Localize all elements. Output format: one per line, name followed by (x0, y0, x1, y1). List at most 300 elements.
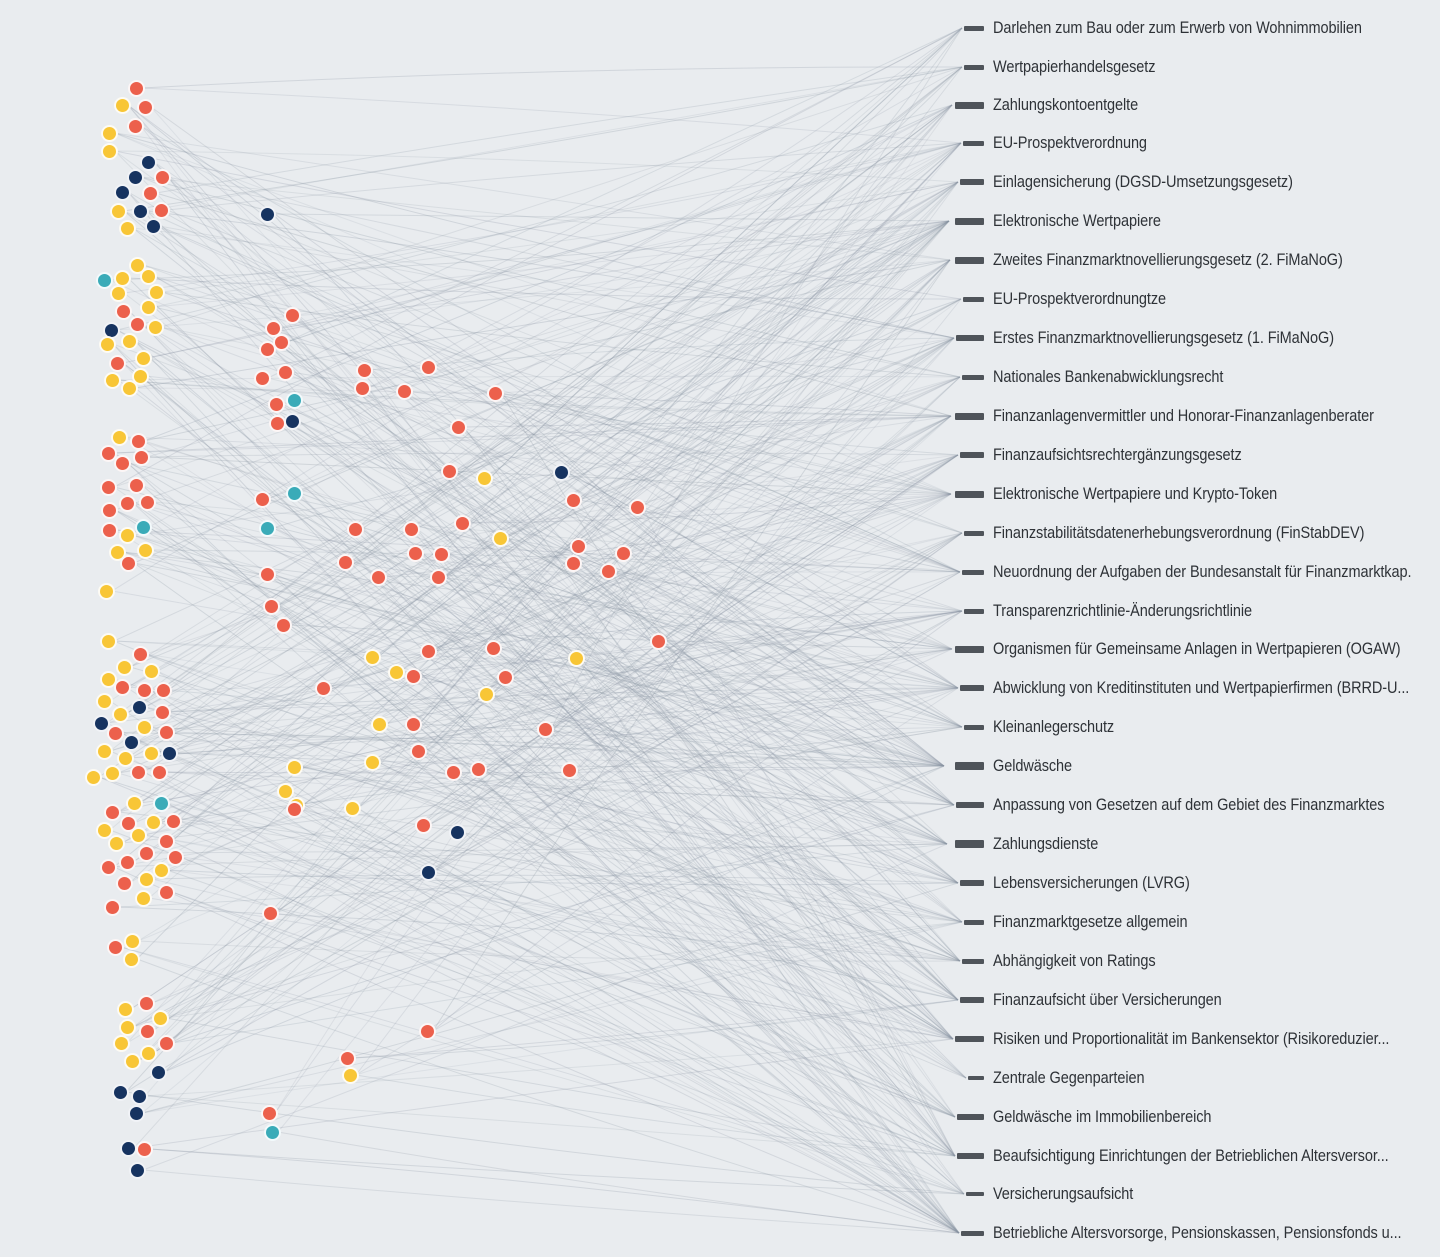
topic-label[interactable]: Beaufsichtigung Einrichtungen der Betrieblichen Altersversor... (993, 1146, 1389, 1165)
entity-dot[interactable] (121, 333, 138, 350)
topic-tick-bar (955, 762, 984, 770)
entity-dot[interactable] (112, 1084, 129, 1101)
entity-dot[interactable] (629, 499, 646, 516)
entity-dot[interactable] (158, 724, 175, 741)
connection-line (146, 67, 962, 211)
topic-tick-wrap (955, 1076, 984, 1080)
entity-dot[interactable] (143, 663, 160, 680)
entity-dot[interactable] (407, 545, 424, 562)
topic-label[interactable]: Abhängigkeit von Ratings (993, 951, 1156, 970)
entity-dot[interactable] (114, 184, 131, 201)
topic-tick-wrap (955, 491, 984, 498)
topic-row-17 (955, 677, 1440, 699)
topic-row-26 (955, 1028, 1440, 1050)
topic-label[interactable]: Geldwäsche (993, 756, 1073, 775)
topic-label[interactable]: Elektronische Wertpapiere und Krypto-Token (993, 484, 1278, 503)
entity-dot[interactable] (101, 125, 118, 142)
entity-dot[interactable] (158, 1035, 175, 1052)
entity-dot[interactable] (405, 668, 422, 685)
topic-label[interactable]: Zahlungsdienste (993, 834, 1099, 853)
topic-tick-wrap (955, 1153, 984, 1159)
entity-dot[interactable] (119, 495, 136, 512)
topic-label[interactable]: Anpassung von Gesetzen auf dem Gebiet des Finanzmarktes (993, 795, 1385, 814)
topic-tick-bar (963, 297, 984, 302)
entity-dot[interactable] (254, 370, 271, 387)
entity-dot[interactable] (104, 804, 121, 821)
entity-dot[interactable] (120, 1140, 137, 1157)
entity-dot[interactable] (100, 633, 117, 650)
entity-dot[interactable] (277, 783, 294, 800)
topic-tick-bar (968, 1076, 984, 1080)
entity-dot[interactable] (650, 633, 667, 650)
entity-dot[interactable] (140, 299, 157, 316)
entity-dot[interactable] (117, 750, 134, 767)
topic-label[interactable]: Neuordnung der Aufgaben der Bundesanstalt für Finanzmarktkap. (993, 562, 1412, 581)
entity-dot[interactable] (119, 527, 136, 544)
topic-tick-wrap (955, 646, 984, 653)
entity-dot[interactable] (128, 1105, 145, 1122)
connection-line (353, 1000, 958, 1058)
topic-row-8 (955, 327, 1380, 349)
topic-row-0 (955, 17, 1412, 39)
entity-dot[interactable] (445, 764, 462, 781)
entity-dot[interactable] (259, 566, 276, 583)
topic-label[interactable]: Betriebliche Altersvorsorge, Pensionskassen, Pensionsfonds u... (993, 1223, 1402, 1242)
entity-dot[interactable] (137, 542, 154, 559)
entity-dot[interactable] (420, 864, 437, 881)
entity-dot[interactable] (143, 745, 160, 762)
entity-dot[interactable] (420, 359, 437, 376)
topic-label[interactable]: Finanzstabilitätsdatenerhebungsverordnung (FinStabDEV) (993, 523, 1365, 542)
entity-dot[interactable] (104, 372, 121, 389)
entity-dot[interactable] (121, 380, 138, 397)
topic-tick-wrap (955, 570, 984, 575)
topic-label[interactable]: Darlehen zum Bau oder zum Erwerb von Wohnimmobilien (993, 18, 1362, 37)
entity-dot[interactable] (123, 734, 140, 751)
entity-dot[interactable] (107, 939, 124, 956)
entity-dot[interactable] (263, 598, 280, 615)
entity-dot[interactable] (127, 169, 144, 186)
topic-row-29 (955, 1145, 1440, 1167)
entity-dot[interactable] (136, 719, 153, 736)
entity-dot[interactable] (615, 545, 632, 562)
connection-line (300, 767, 958, 883)
topic-tick-bar (957, 1114, 984, 1120)
topic-tick-wrap (955, 725, 984, 730)
topic-tick-bar (964, 725, 984, 730)
entity-dot[interactable] (135, 890, 152, 907)
entity-dot[interactable] (128, 477, 145, 494)
entity-dot[interactable] (371, 716, 388, 733)
entity-dot[interactable] (140, 154, 157, 171)
entity-dot[interactable] (165, 813, 182, 830)
entity-dot[interactable] (388, 664, 405, 681)
topic-tick-bar (960, 452, 984, 458)
entity-dot[interactable] (259, 341, 276, 358)
topic-label[interactable]: Finanzaufsichtsrechtergänzungsgesetz (993, 445, 1242, 464)
entity-dot[interactable] (148, 284, 165, 301)
topic-tick-bar (964, 920, 984, 925)
topic-label[interactable]: Elektronische Wertpapiere (993, 211, 1161, 230)
entity-dot[interactable] (114, 270, 131, 287)
entity-dot[interactable] (140, 1045, 157, 1062)
topic-row-2 (955, 94, 1158, 116)
topic-label[interactable]: Transparenzrichtlinie-Änderungsrichtlinie (993, 601, 1252, 620)
topic-label[interactable]: Finanzaufsicht über Versicherungen (993, 990, 1222, 1009)
entity-dot[interactable] (286, 392, 303, 409)
topic-tick-wrap (955, 297, 984, 302)
connection-line (114, 867, 959, 1233)
topic-label[interactable]: Finanzmarktgesetze allgemein (993, 912, 1188, 931)
topic-tick-wrap (955, 452, 984, 458)
entity-dot[interactable] (441, 463, 458, 480)
topic-row-30 (955, 1183, 1152, 1205)
connection-line (273, 214, 958, 1000)
topic-tick-wrap (955, 840, 984, 848)
entity-dot[interactable] (139, 494, 156, 511)
entity-dot[interactable] (101, 522, 118, 539)
entity-dot[interactable] (286, 485, 303, 502)
entity-dot[interactable] (405, 716, 422, 733)
entity-dot[interactable] (315, 680, 332, 697)
connection-line (278, 1132, 959, 1233)
entity-dot[interactable] (111, 429, 128, 446)
topic-label[interactable]: Zentrale Gegenparteien (993, 1068, 1145, 1087)
entity-dot[interactable] (96, 743, 113, 760)
entity-dot[interactable] (364, 754, 381, 771)
topic-tick-wrap (955, 1114, 984, 1120)
connection-line (143, 1170, 959, 1233)
entity-dot[interactable] (135, 519, 152, 536)
topic-tick-bar (955, 1036, 984, 1042)
entity-dot[interactable] (133, 449, 150, 466)
topic-label[interactable]: Finanzanlagenvermittler und Honorar-Finanzanlagenberater (993, 406, 1374, 425)
topic-row-11 (955, 444, 1276, 466)
topic-tick-bar (955, 413, 984, 420)
entity-dot[interactable] (449, 824, 466, 841)
topic-label[interactable]: Kleinanlegerschutz (993, 717, 1115, 736)
entity-dot[interactable] (154, 704, 171, 721)
entity-dot[interactable] (100, 479, 117, 496)
topic-tick-bar (960, 685, 984, 691)
topic-row-31 (955, 1222, 1440, 1244)
topic-label[interactable]: Nationales Bankenabwicklungsrecht (993, 367, 1224, 386)
topic-row-1 (955, 56, 1178, 78)
entity-dot[interactable] (430, 569, 447, 586)
topic-tick-bar (964, 26, 984, 31)
topic-row-21 (955, 833, 1113, 855)
entity-dot[interactable] (126, 795, 143, 812)
entity-dot[interactable] (107, 725, 124, 742)
topic-row-4 (955, 171, 1334, 193)
entity-dot[interactable] (131, 699, 148, 716)
entity-dot[interactable] (485, 640, 502, 657)
entity-dot[interactable] (96, 272, 113, 289)
entity-dot[interactable] (433, 546, 450, 563)
entity-dot[interactable] (154, 169, 171, 186)
entity-dot[interactable] (275, 617, 292, 634)
topic-tick-wrap (955, 802, 984, 808)
entity-dot[interactable] (254, 491, 271, 508)
entity-dot[interactable] (130, 433, 147, 450)
topic-row-27 (955, 1067, 1165, 1089)
topic-row-6 (955, 249, 1390, 271)
entity-dot[interactable] (138, 871, 155, 888)
topic-label[interactable]: EU-Prospektverordnungtze (993, 289, 1167, 308)
topic-tick-wrap (955, 65, 984, 70)
entity-dot[interactable] (153, 202, 170, 219)
entity-dot[interactable] (269, 415, 286, 432)
entity-dot[interactable] (497, 669, 514, 686)
topic-tick-bar (961, 1231, 984, 1236)
entity-dot[interactable] (120, 555, 137, 572)
entity-dot[interactable] (127, 118, 144, 135)
entity-dot[interactable] (145, 814, 162, 831)
topic-row-18 (955, 716, 1131, 738)
entity-dot[interactable] (420, 643, 437, 660)
topic-tick-wrap (955, 1231, 984, 1236)
entity-dot[interactable] (342, 1067, 359, 1084)
entity-dot[interactable] (114, 679, 131, 696)
entity-dot[interactable] (565, 555, 582, 572)
entity-dot[interactable] (130, 764, 147, 781)
topic-tick-wrap (955, 531, 984, 536)
entity-dot[interactable] (537, 721, 554, 738)
entity-dot[interactable] (284, 307, 301, 324)
entity-dot[interactable] (128, 80, 145, 97)
topic-tick-bar (963, 141, 984, 146)
topic-tick-wrap (955, 880, 984, 886)
entity-dot[interactable] (600, 563, 617, 580)
entity-dot[interactable] (123, 951, 140, 968)
entity-dot[interactable] (344, 800, 361, 817)
entity-dot[interactable] (268, 396, 285, 413)
entity-dot[interactable] (153, 795, 170, 812)
topic-tick-bar (955, 840, 984, 848)
topic-label[interactable]: Abwicklung von Kreditinstituten und Wertpapierfirmen (BRRD-U... (993, 678, 1410, 697)
entity-dot[interactable] (131, 1088, 148, 1105)
entity-dot[interactable] (114, 97, 131, 114)
entity-dot[interactable] (167, 849, 184, 866)
entity-dot[interactable] (284, 413, 301, 430)
entity-dot[interactable] (259, 520, 276, 537)
entity-dot[interactable] (152, 1010, 169, 1027)
entity-dot[interactable] (129, 1162, 146, 1179)
entity-dot[interactable] (561, 762, 578, 779)
entity-dot[interactable] (347, 521, 364, 538)
entity-dot[interactable] (132, 203, 149, 220)
entity-dot[interactable] (137, 99, 154, 116)
entity-dot[interactable] (161, 745, 178, 762)
entity-dot[interactable] (104, 899, 121, 916)
entity-dot[interactable] (356, 362, 373, 379)
topic-label[interactable]: EU-Prospektverordnung (993, 133, 1147, 152)
topic-row-20 (955, 794, 1438, 816)
connection-line (614, 571, 958, 688)
entity-dot[interactable] (136, 1141, 153, 1158)
topic-row-25 (955, 989, 1253, 1011)
topic-tick-wrap (955, 257, 984, 264)
entity-dot[interactable] (403, 521, 420, 538)
entity-dot[interactable] (261, 1105, 278, 1122)
entity-dot[interactable] (116, 875, 133, 892)
topic-tick-bar (956, 335, 984, 341)
entity-dot[interactable] (110, 285, 127, 302)
topic-tick-wrap (955, 179, 984, 185)
connection-line (353, 1000, 958, 1058)
topic-row-15 (955, 600, 1287, 622)
topic-row-23 (955, 911, 1214, 933)
topic-row-7 (955, 288, 1190, 310)
topic-tick-wrap (955, 762, 984, 770)
topic-row-16 (955, 638, 1440, 660)
entity-dot[interactable] (158, 833, 175, 850)
entity-dot[interactable] (339, 1050, 356, 1067)
topic-tick-bar (957, 1153, 984, 1159)
topic-label[interactable]: Lebensversicherungen (LVRG) (993, 873, 1190, 892)
entity-dot[interactable] (153, 862, 170, 879)
entity-dot[interactable] (132, 646, 149, 663)
entity-dot[interactable] (396, 383, 413, 400)
entity-dot[interactable] (277, 364, 294, 381)
topic-tick-wrap (955, 1192, 984, 1196)
topic-row-10 (955, 405, 1426, 427)
topic-tick-wrap (955, 26, 984, 31)
entity-dot[interactable] (85, 769, 102, 786)
topic-tick-wrap (955, 920, 984, 925)
topic-tick-wrap (955, 997, 984, 1003)
entity-dot[interactable] (553, 464, 570, 481)
entity-dot[interactable] (112, 706, 129, 723)
entity-dot[interactable] (101, 143, 118, 160)
entity-dot[interactable] (140, 268, 157, 285)
entity-dot[interactable] (116, 659, 133, 676)
topic-label[interactable]: Risiken und Proportionalität im Bankensektor (Risikoreduzier... (993, 1029, 1390, 1048)
entity-dot[interactable] (264, 1124, 281, 1141)
entity-dot[interactable] (450, 419, 467, 436)
entity-dot[interactable] (129, 316, 146, 333)
entity-dot[interactable] (138, 995, 155, 1012)
entity-dot[interactable] (337, 554, 354, 571)
entity-dot[interactable] (100, 859, 117, 876)
topic-tick-bar (964, 65, 984, 70)
entity-dot[interactable] (117, 1001, 134, 1018)
topic-tick-bar (955, 491, 984, 498)
topic-label[interactable]: Geldwäsche im Immobilienbereich (993, 1107, 1212, 1126)
entity-dot[interactable] (354, 380, 371, 397)
entity-dot[interactable] (151, 764, 168, 781)
entity-dot[interactable] (96, 693, 113, 710)
entity-dot[interactable] (99, 336, 116, 353)
entity-dot[interactable] (142, 185, 159, 202)
entity-dot[interactable] (96, 822, 113, 839)
topic-tick-wrap (955, 335, 984, 341)
topic-label[interactable]: Versicherungsaufsicht (993, 1184, 1134, 1203)
topic-row-9 (955, 366, 1255, 388)
entity-dot[interactable] (124, 1053, 141, 1070)
entity-dot[interactable] (487, 385, 504, 402)
topic-tick-bar (962, 570, 984, 575)
entity-dot[interactable] (454, 515, 471, 532)
entity-dot[interactable] (147, 319, 164, 336)
entity-dot[interactable] (415, 817, 432, 834)
entity-dot[interactable] (130, 827, 147, 844)
entity-dot[interactable] (124, 933, 141, 950)
topic-tick-bar (956, 802, 984, 808)
entity-dot[interactable] (492, 530, 509, 547)
entity-dot[interactable] (476, 470, 493, 487)
entity-dot[interactable] (155, 682, 172, 699)
entity-dot[interactable] (565, 492, 582, 509)
topic-row-12 (955, 483, 1316, 505)
entity-dot[interactable] (136, 682, 153, 699)
entity-dot[interactable] (119, 854, 136, 871)
entity-dot[interactable] (109, 355, 126, 372)
entity-dot[interactable] (570, 538, 587, 555)
topic-tick-wrap (955, 959, 984, 964)
topic-row-22 (955, 872, 1217, 894)
entity-dot[interactable] (98, 583, 115, 600)
entity-dot[interactable] (119, 1019, 136, 1036)
topic-tick-wrap (955, 375, 984, 380)
topic-label[interactable]: Organismen für Gemeinsame Anlagen in Wertpapieren (OGAW) (993, 639, 1401, 658)
entity-dot[interactable] (113, 1035, 130, 1052)
entity-dot[interactable] (370, 569, 387, 586)
entity-dot[interactable] (286, 759, 303, 776)
entity-dot[interactable] (470, 761, 487, 778)
entity-dot[interactable] (114, 455, 131, 472)
topic-row-14 (955, 561, 1440, 583)
topic-row-3 (955, 132, 1168, 154)
entity-dot[interactable] (262, 905, 279, 922)
topic-tick-bar (955, 257, 984, 264)
entity-dot[interactable] (568, 650, 585, 667)
topic-label[interactable]: Einlagensicherung (DGSD-Umsetzungsgesetz) (993, 172, 1293, 191)
entity-dot[interactable] (419, 1023, 436, 1040)
entity-dot[interactable] (158, 884, 175, 901)
entity-dot[interactable] (139, 1023, 156, 1040)
entity-dot[interactable] (119, 220, 136, 237)
connection-line (121, 733, 955, 1117)
topic-tick-bar (964, 609, 984, 614)
entity-dot[interactable] (286, 801, 303, 818)
entity-dot[interactable] (135, 350, 152, 367)
entity-dot[interactable] (364, 649, 381, 666)
topic-row-24 (955, 950, 1178, 972)
topic-tick-bar (960, 179, 984, 185)
topic-tick-wrap (955, 413, 984, 420)
entity-dot[interactable] (138, 845, 155, 862)
entity-dot[interactable] (110, 203, 127, 220)
entity-dot[interactable] (478, 686, 495, 703)
entity-dot[interactable] (145, 218, 162, 235)
topic-tick-wrap (955, 685, 984, 691)
entity-dot[interactable] (104, 765, 121, 782)
topic-tick-wrap (955, 218, 984, 225)
entity-dot[interactable] (115, 303, 132, 320)
topic-tick-bar (962, 959, 984, 964)
entity-dot[interactable] (101, 502, 118, 519)
entity-dot[interactable] (108, 835, 125, 852)
topic-label[interactable]: Zweites Finanzmarktnovellierungsgesetz (2. FiMaNoG) (993, 250, 1343, 269)
entity-dot[interactable] (150, 1064, 167, 1081)
topic-label[interactable]: Erstes Finanzmarktnovellierungsgesetz (1. FiMaNoG) (993, 328, 1334, 347)
topic-label[interactable]: Wertpapierhandelsgesetz (993, 57, 1156, 76)
topic-label[interactable]: Zahlungskontoentgelte (993, 95, 1139, 114)
topic-tick-bar (964, 531, 984, 536)
entity-dot[interactable] (410, 743, 427, 760)
entity-dot[interactable] (259, 206, 276, 223)
